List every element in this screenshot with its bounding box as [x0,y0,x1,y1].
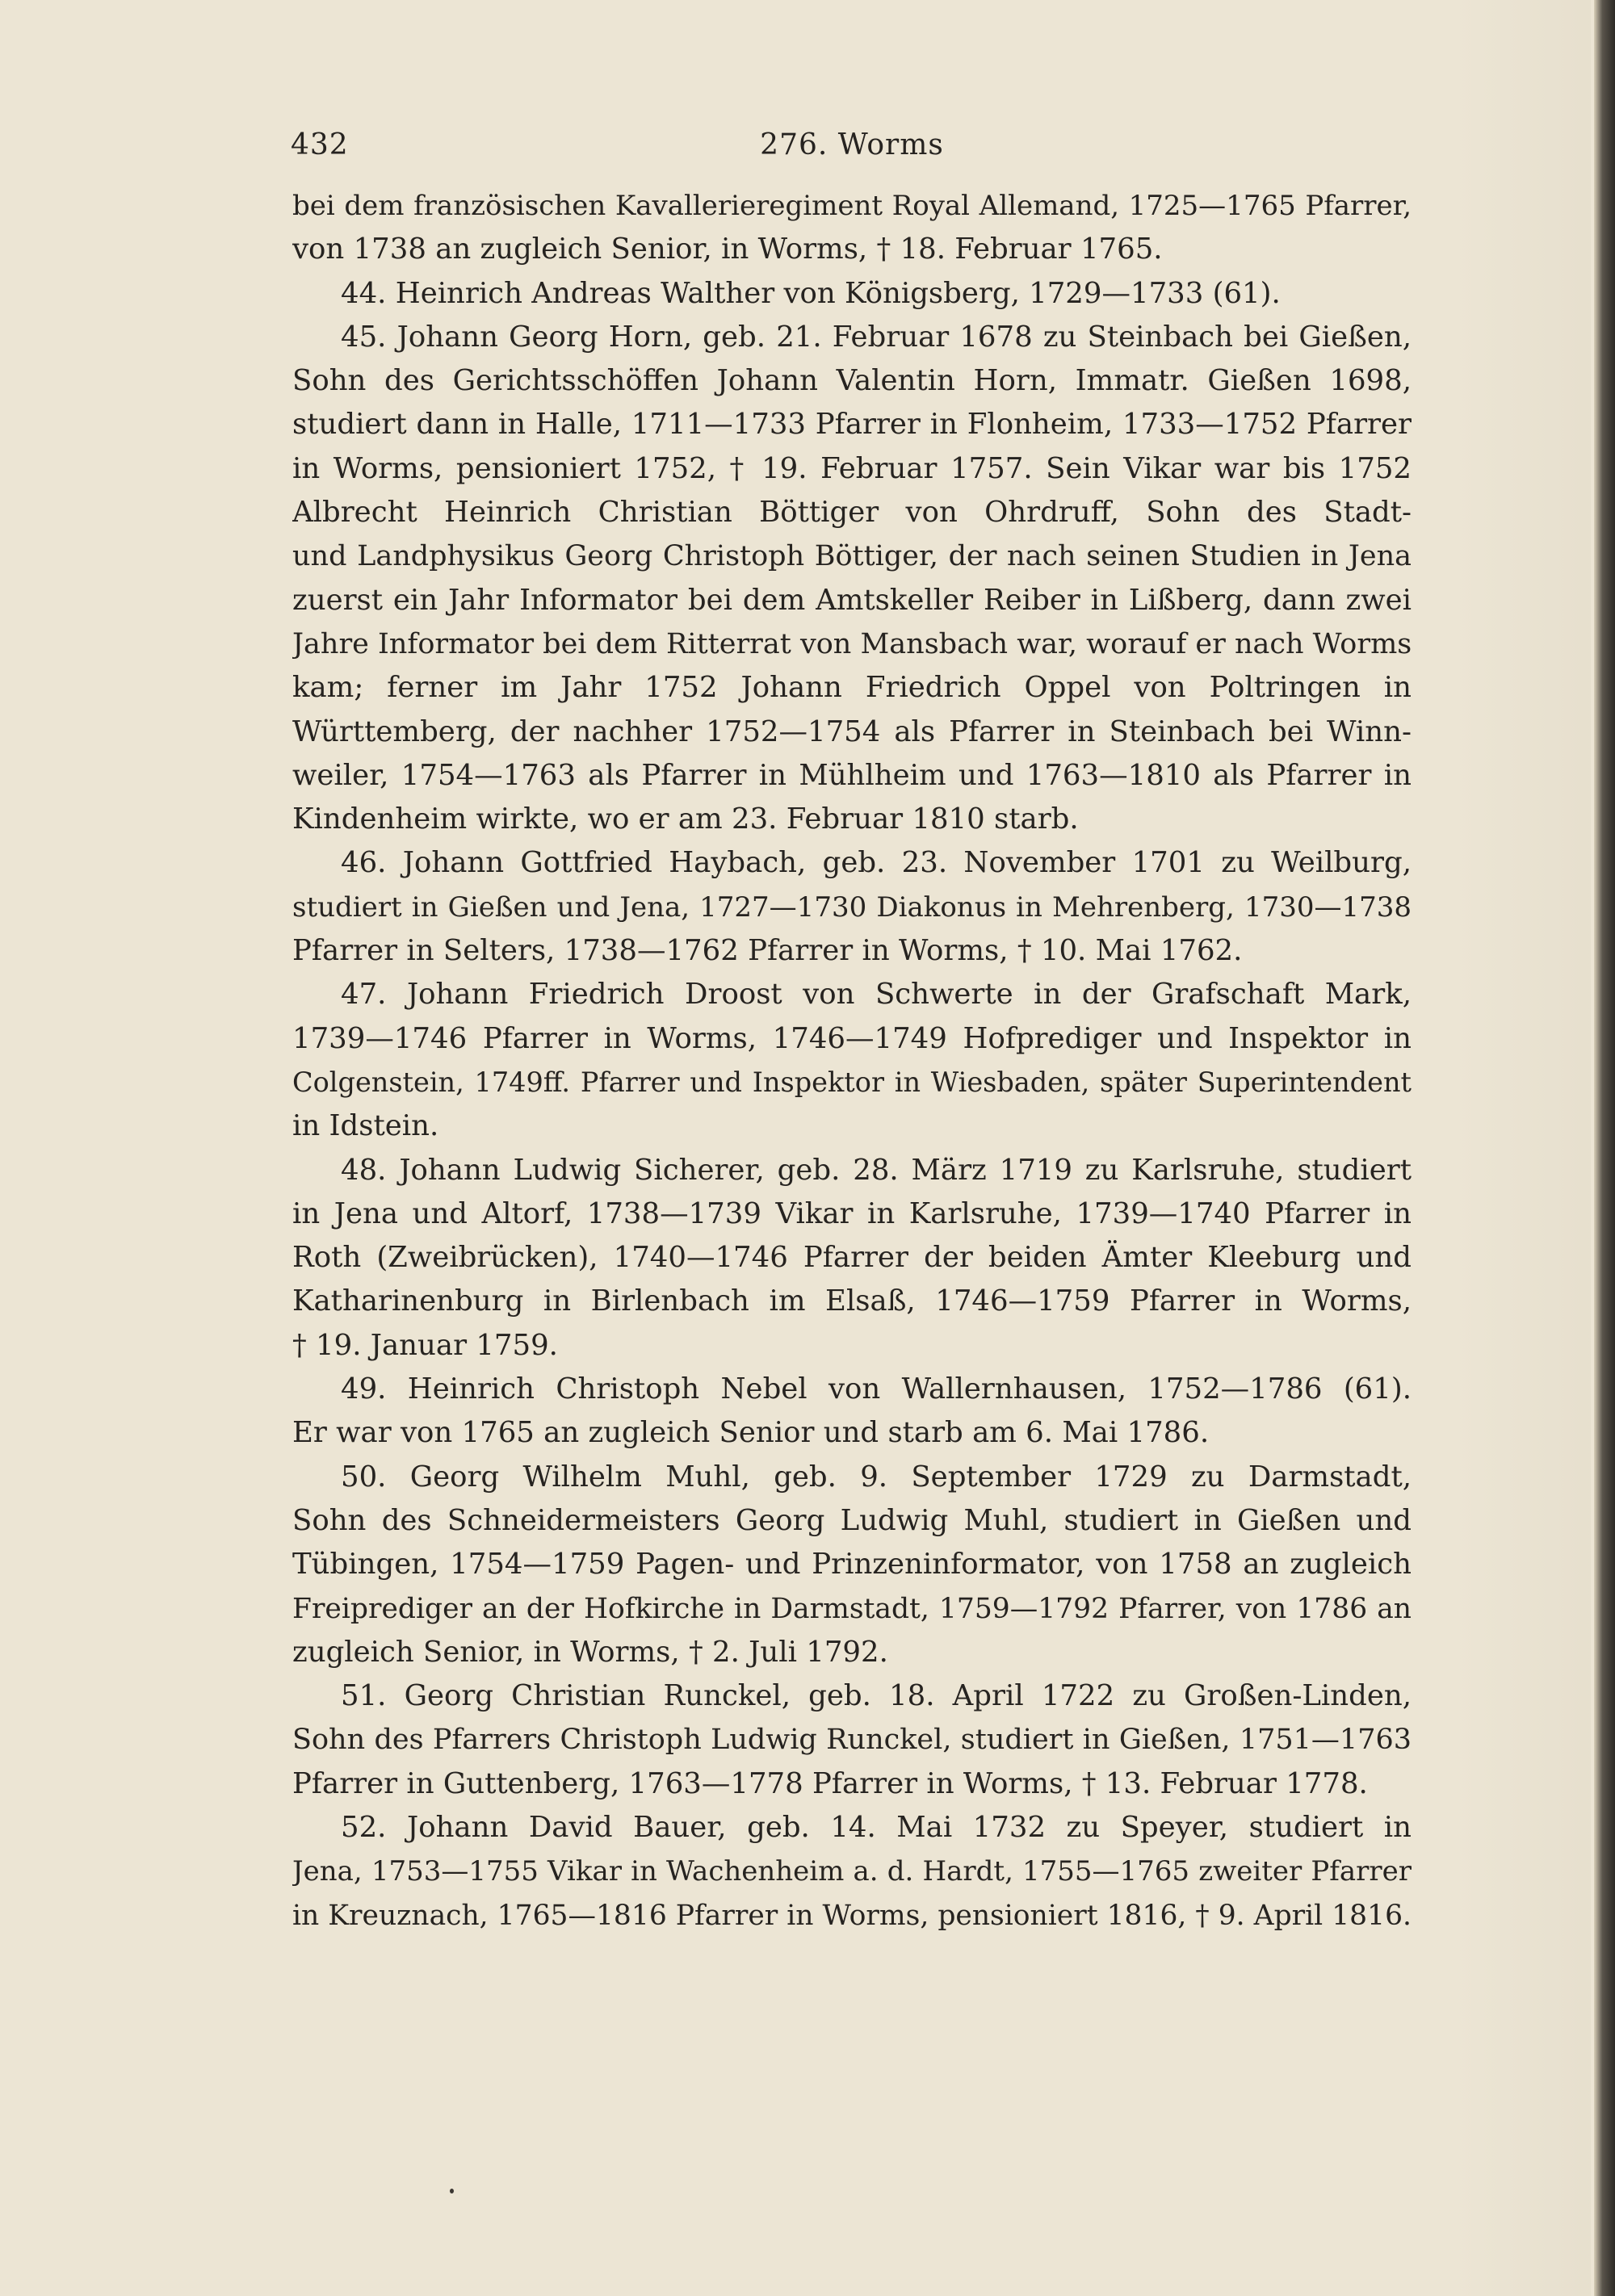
text-line: studiert in Gießen und Jena, 1727—1730 Diakonus in Mehrenberg, 1730—1738 [292,890,1412,924]
text-line: Kindenheim wirkte, wo er am 23. Februar 1810 starb. [292,802,1079,836]
text-line: von 1738 an zugleich Senior, in Worms, † 18. Februar 1765. [292,233,1163,266]
text-line: Colgenstein, 1749ff. Pfarrer und Inspektor in Wiesbaden, später Superintendent [292,1066,1412,1098]
text-line: 1739—1746 Pfarrer in Worms, 1746—1749 Hofprediger und Inspektor in [292,1021,1412,1055]
text-line: 50. Georg Wilhelm Muhl, geb. 9. September 1729 zu Darmstadt, [341,1460,1412,1494]
text-line: Württemberg, der nachher 1752—1754 als Pfarrer in Steinbach bei Winn- [292,714,1412,748]
page-number: 432 [291,128,349,161]
text-line: studiert dann in Halle, 1711—1733 Pfarrer in Flonheim, 1733—1752 Pfarrer [292,408,1412,442]
page-edge [1594,0,1615,2296]
text-line: Pfarrer in Guttenberg, 1763—1778 Pfarrer in Worms, † 13. Februar 1778. [292,1766,1368,1800]
text-line: 51. Georg Christian Runckel, geb. 18. April 1722 zu Großen-Linden, [341,1679,1412,1713]
text-line: Sohn des Gerichtsschöffen Johann Valentin Horn, Immatr. Gießen 1698, [292,364,1412,398]
text-line: und Landphysikus Georg Christoph Böttiger, der nach seinen Studien in Jena [292,540,1412,573]
text-line: in Jena und Altorf, 1738—1739 Vikar in Karlsruhe, 1739—1740 Pfarrer in [292,1196,1412,1230]
text-line: 49. Heinrich Christoph Nebel von Wallernhausen, 1752—1786 (61). [341,1372,1412,1406]
text-line: Freiprediger an der Hofkirche in Darmstadt, 1759—1792 Pfarrer, von 1786 an [292,1592,1412,1625]
text-line: in Worms, pensioniert 1752, † 19. Februar 1757. Sein Vikar war bis 1752 [292,451,1412,485]
text-line: 48. Johann Ludwig Sicherer, geb. 28. März 1719 zu Karlsruhe, studiert [341,1153,1412,1187]
text-line: 44. Heinrich Andreas Walther von Königsberg, 1729—1733 (61). [341,276,1281,310]
text-line: 46. Johann Gottfried Haybach, geb. 23. November 1701 zu Weilburg, [341,846,1412,880]
text-line: Roth (Zweibrücken), 1740—1746 Pfarrer der beiden Ämter Kleeburg und [292,1241,1412,1275]
text-line: Sohn des Schneidermeisters Georg Ludwig Muhl, studiert in Gießen und [292,1503,1412,1537]
page-header [291,121,1413,170]
text-line: Jahre Informator bei dem Ritterrat von Mansbach war, worauf er nach Worms [292,627,1412,660]
running-head: 276. Worms [760,128,944,161]
page-shadow [1454,0,1591,2296]
text-line: weiler, 1754—1763 als Pfarrer in Mühlheim und 1763—1810 als Pfarrer in [292,758,1412,792]
ink-speck [450,2189,454,2193]
text-line: 45. Johann Georg Horn, geb. 21. Februar 1678 zu Steinbach bei Gießen, [341,320,1412,354]
text-line: zuerst ein Jahr Informator bei dem Amtskeller Reiber in Lißberg, dann zwei [292,583,1412,617]
text-line: zugleich Senior, in Worms, † 2. Juli 1792. [292,1635,888,1669]
text-line: Jena, 1753—1755 Vikar in Wachenheim a. d. Hardt, 1755—1765 zweiter Pfarrer [292,1855,1412,1888]
text-line: † 19. Januar 1759. [292,1328,558,1362]
text-line: Albrecht Heinrich Christian Böttiger von Ohrdruff, Sohn des Stadt- [292,496,1412,530]
text-line: 47. Johann Friedrich Droost von Schwerte in der Grafschaft Mark, [341,978,1412,1012]
text-line: kam; ferner im Jahr 1752 Johann Friedrich Oppel von Poltringen in [292,671,1412,705]
text-line: Er war von 1765 an zugleich Senior und starb am 6. Mai 1786. [292,1416,1210,1450]
text-line: Sohn des Pfarrers Christoph Ludwig Runckel, studiert in Gießen, 1751—1763 [292,1724,1412,1757]
text-line: in Kreuznach, 1765—1816 Pfarrer in Worms, pensioniert 1816, † 9. April 1816. [292,1899,1412,1932]
text-line: in Idstein. [292,1109,439,1143]
text-line: Pfarrer in Selters, 1738—1762 Pfarrer in Worms, † 10. Mai 1762. [292,934,1243,968]
text-line: Katharinenburg in Birlenbach im Elsaß, 1746—1759 Pfarrer in Worms, [292,1284,1412,1318]
text-line: Tübingen, 1754—1759 Pagen- und Prinzeninformator, von 1758 an zugleich [292,1548,1412,1582]
text-line: bei dem französischen Kavallerieregiment Royal Allemand, 1725—1765 Pfarrer, [292,190,1412,222]
text-line: 52. Johann David Bauer, geb. 14. Mai 1732 zu Speyer, studiert in [341,1810,1412,1844]
body-text [292,184,1412,1938]
